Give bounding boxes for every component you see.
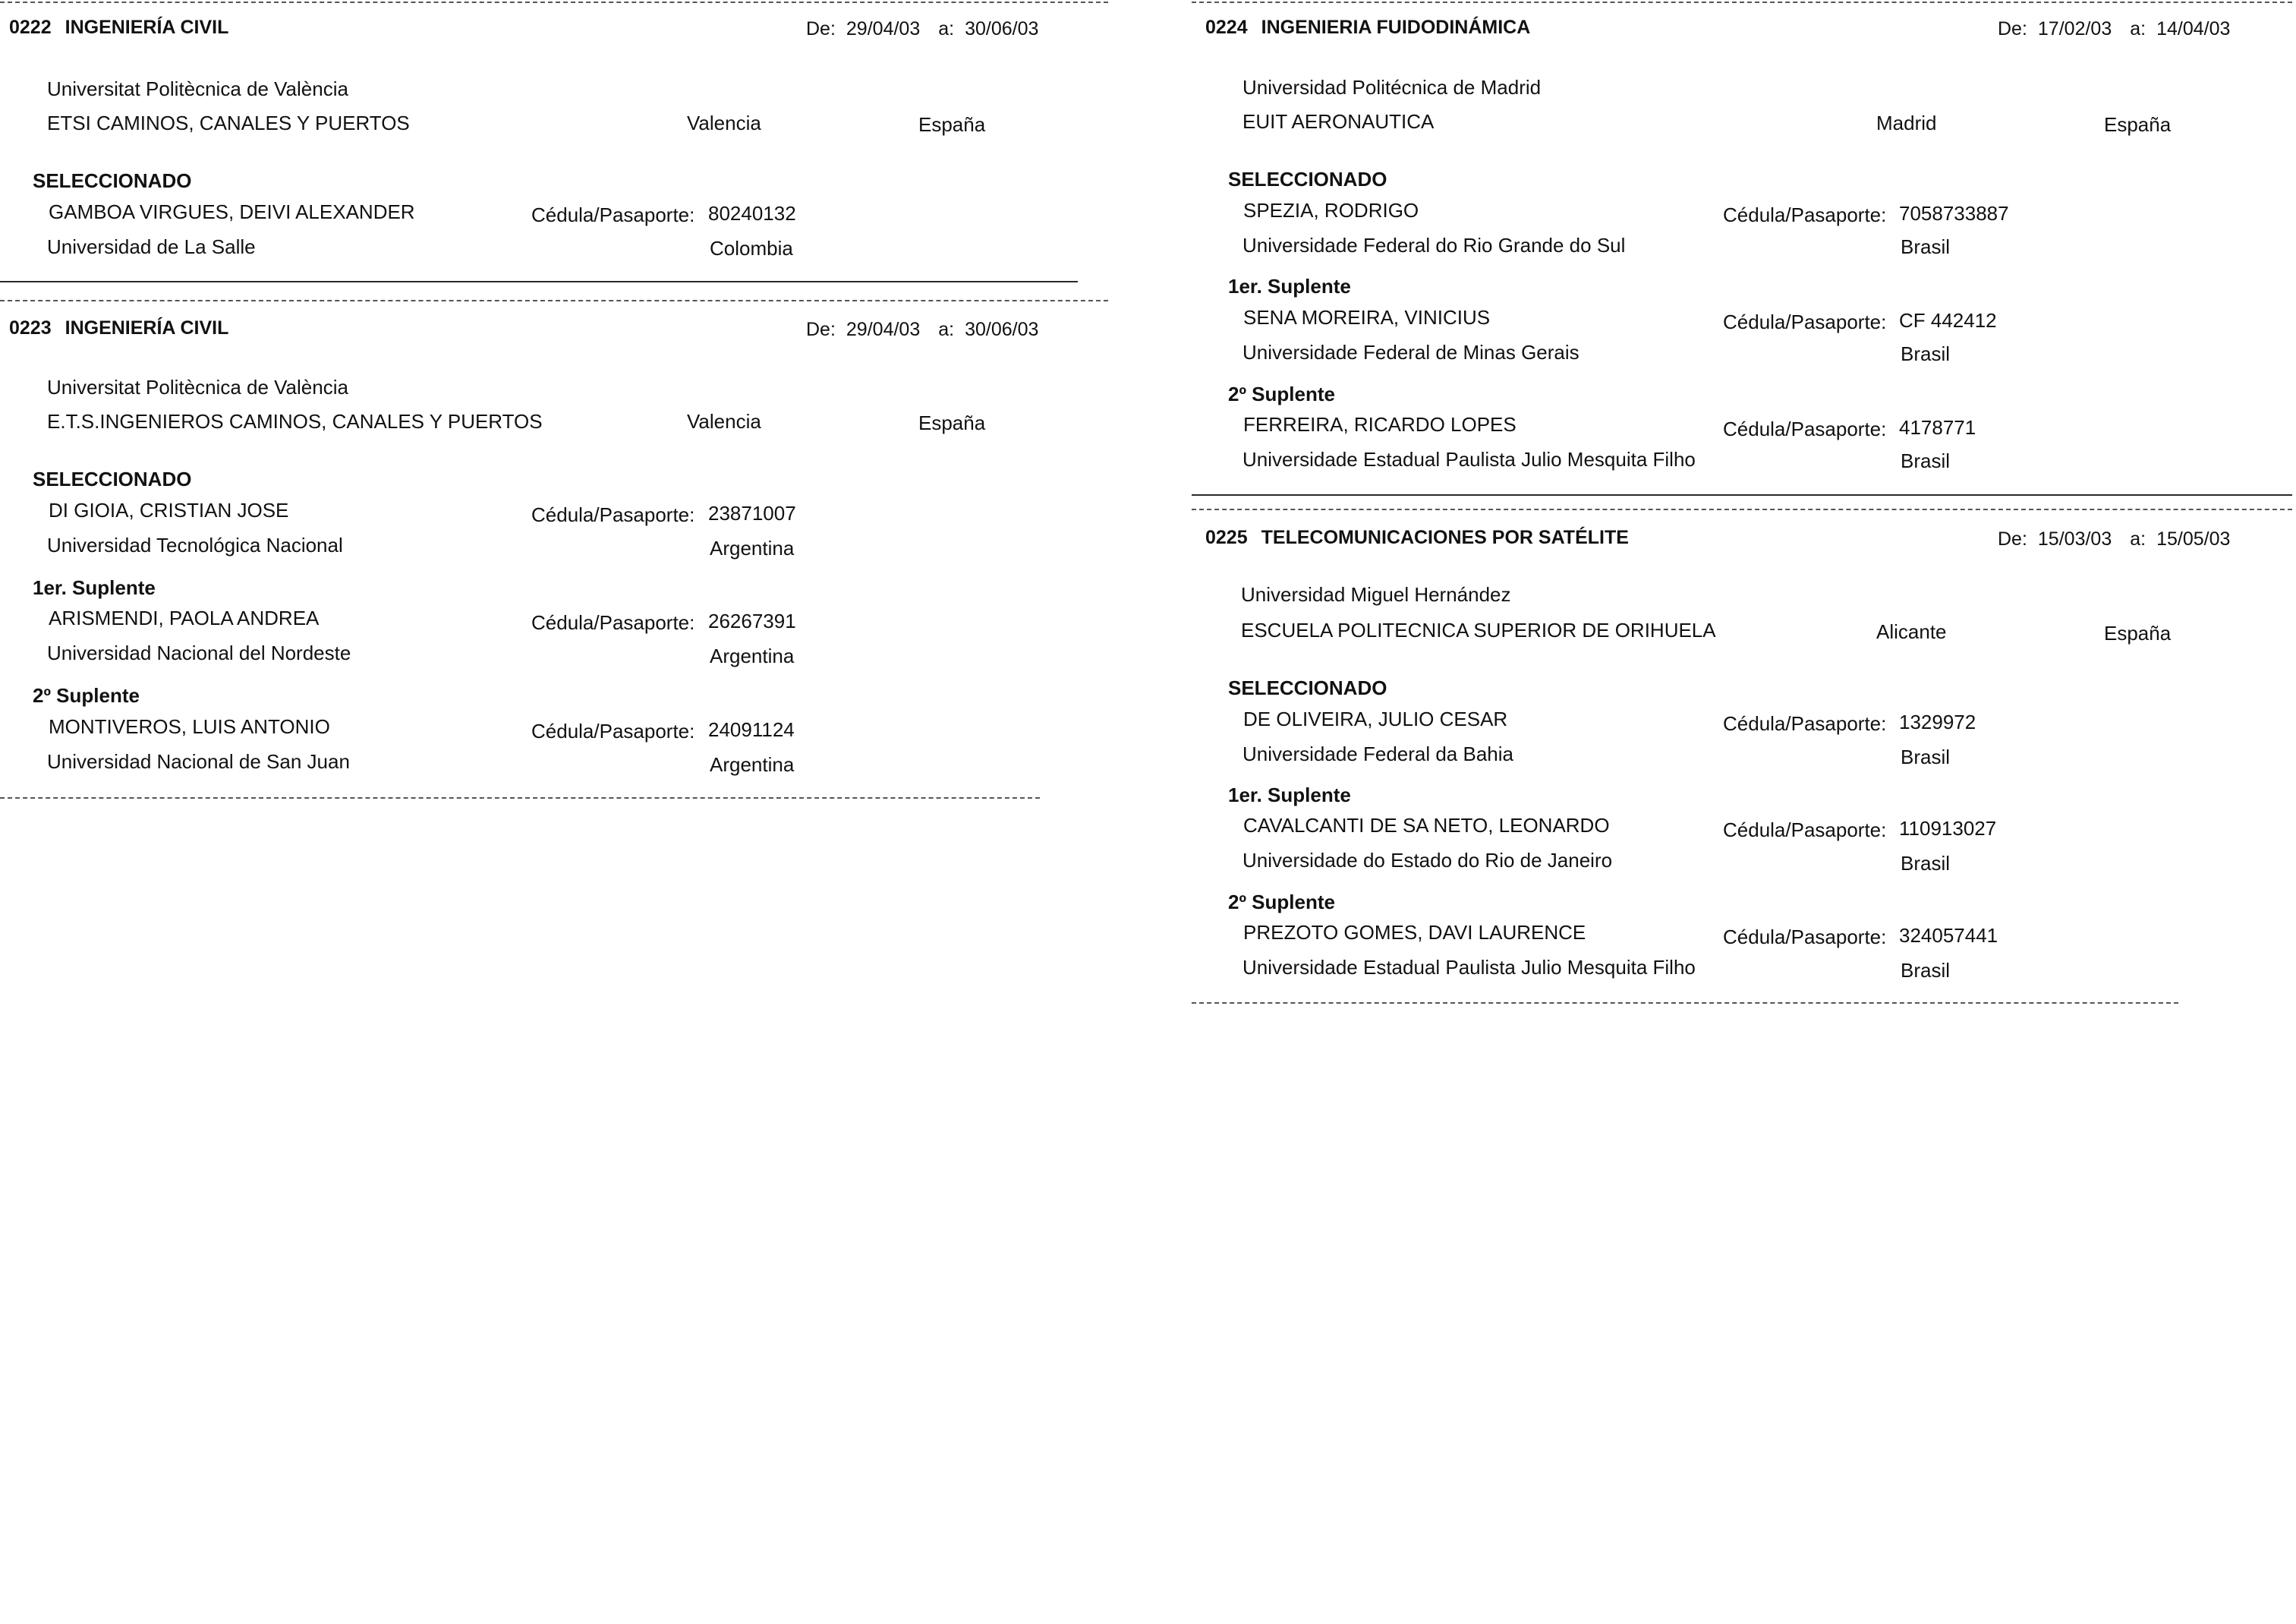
date-to: 14/04/03 — [2156, 18, 2231, 39]
candidate-institution: Universidade Federal da Bahia — [1242, 743, 1513, 765]
program-title: INGENIERÍA CIVIL — [65, 17, 229, 38]
program-header — [9, 17, 228, 39]
program-title: INGENIERÍA CIVIL — [65, 317, 229, 339]
id-label: Cédula/Pasaporte: — [1723, 926, 1887, 948]
bottom-rule — [1192, 1002, 2178, 1004]
host-country: España — [918, 113, 986, 136]
program-dates — [806, 319, 1038, 341]
candidate-institution: Universidade Federal do Rio Grande do Sul — [1242, 234, 1626, 257]
id-label: Cédula/Pasaporte: — [1723, 712, 1887, 735]
host-university: Universitat Politècnica de València — [47, 77, 348, 100]
candidate-name: FERREIRA, RICARDO LOPES — [1243, 413, 1516, 436]
host-school: ETSI CAMINOS, CANALES Y PUERTOS — [47, 112, 410, 134]
candidate-name: SENA MOREIRA, VINICIUS — [1243, 306, 1491, 329]
id-number: 7058733887 — [1899, 202, 2009, 225]
id-label: Cédula/Pasaporte: — [1723, 311, 1887, 333]
id-number: 26267391 — [708, 610, 796, 632]
id-number: 23871007 — [708, 502, 796, 525]
date-to: 15/05/03 — [2156, 528, 2231, 550]
program-header — [9, 317, 228, 339]
candidate-institution: Universidad Tecnológica Nacional — [47, 534, 343, 557]
candidate-role: 1er. Suplente — [1228, 784, 1351, 806]
program-header — [1205, 527, 1629, 549]
id-label: Cédula/Pasaporte: — [1723, 818, 1887, 841]
id-label: Cédula/Pasaporte: — [1723, 418, 1887, 440]
program-block-0222 — [0, 0, 1108, 296]
top-rule — [1192, 509, 2292, 510]
date-to: 30/06/03 — [965, 319, 1039, 340]
bottom-rule — [0, 281, 1078, 282]
candidate-country: Argentina — [710, 753, 795, 776]
host-country: España — [2104, 622, 2172, 645]
host-university: Universidad Politécnica de Madrid — [1242, 76, 1542, 99]
candidate-country: Brasil — [1901, 235, 1951, 258]
program-dates — [1998, 18, 2230, 40]
id-label: Cédula/Pasaporte: — [531, 203, 695, 226]
program-block-0223 — [0, 298, 1108, 815]
date-from-label: De: — [1998, 18, 2027, 39]
program-code: 0223 — [9, 317, 52, 339]
id-label: Cédula/Pasaporte: — [531, 611, 695, 634]
id-label: Cédula/Pasaporte: — [531, 720, 695, 743]
candidate-name: SPEZIA, RODRIGO — [1243, 199, 1419, 222]
bottom-rule — [0, 797, 1040, 799]
date-from: 29/04/03 — [846, 18, 921, 39]
program-title: INGENIERIA FUIDODINÁMICA — [1261, 17, 1531, 38]
candidate-name: CAVALCANTI DE SA NETO, LEONARDO — [1243, 814, 1610, 837]
host-university: Universidad Miguel Hernández — [1241, 583, 1511, 606]
program-dates — [1998, 528, 2230, 550]
id-label: Cédula/Pasaporte: — [1723, 203, 1887, 226]
candidate-institution: Universidade Federal de Minas Gerais — [1242, 341, 1579, 364]
candidate-country: Brasil — [1901, 746, 1951, 768]
id-number: 24091124 — [708, 718, 795, 741]
host-university: Universitat Politècnica de València — [47, 376, 348, 399]
id-number: 80240132 — [708, 202, 796, 225]
date-from: 15/03/03 — [2037, 528, 2112, 550]
program-code: 0225 — [1205, 527, 1248, 548]
candidate-name: DI GIOIA, CRISTIAN JOSE — [49, 499, 289, 522]
host-country: España — [918, 412, 986, 434]
id-number: CF 442412 — [1899, 309, 1997, 332]
program-dates — [806, 18, 1038, 40]
top-rule — [1192, 2, 2292, 3]
id-number: 110913027 — [1899, 817, 1997, 840]
candidate-country: Brasil — [1901, 449, 1951, 472]
candidate-country: Argentina — [710, 645, 795, 667]
program-block-0225 — [1192, 507, 2296, 1016]
candidate-country: Argentina — [710, 537, 795, 560]
date-to-label: a: — [2130, 18, 2146, 39]
host-school: ESCUELA POLITECNICA SUPERIOR DE ORIHUELA — [1241, 619, 1716, 642]
candidate-institution: Universidade Estadual Paulista Julio Mesquita Filho — [1242, 448, 1696, 471]
candidate-institution: Universidade do Estado do Rio de Janeiro — [1242, 849, 1613, 872]
date-to-label: a: — [2130, 528, 2146, 550]
program-block-0224 — [1192, 0, 2296, 505]
top-rule — [0, 2, 1108, 3]
candidate-name: MONTIVEROS, LUIS ANTONIO — [49, 715, 330, 738]
host-city: Alicante — [1876, 620, 1947, 643]
candidate-role: 1er. Suplente — [1228, 275, 1351, 298]
host-school: E.T.S.INGENIEROS CAMINOS, CANALES Y PUERTOS — [47, 410, 543, 433]
program-code: 0224 — [1205, 17, 1248, 38]
candidate-country: Brasil — [1901, 852, 1951, 875]
host-city: Valencia — [687, 112, 761, 134]
candidate-institution: Universidad Nacional de San Juan — [47, 750, 350, 773]
date-from-label: De: — [806, 319, 836, 340]
date-from-label: De: — [1998, 528, 2027, 550]
id-label: Cédula/Pasaporte: — [531, 503, 695, 526]
candidate-institution: Universidad Nacional del Nordeste — [47, 642, 351, 664]
date-to-label: a: — [938, 319, 955, 340]
host-country: España — [2104, 113, 2172, 136]
candidate-country: Colombia — [710, 237, 793, 260]
candidate-role: 1er. Suplente — [33, 576, 156, 599]
host-city: Valencia — [687, 410, 761, 433]
id-number: 324057441 — [1899, 924, 1998, 947]
program-header — [1205, 17, 1530, 39]
candidate-role: 2º Suplente — [33, 684, 140, 707]
candidate-name: DE OLIVEIRA, JULIO CESAR — [1243, 708, 1508, 730]
id-number: 4178771 — [1899, 416, 1976, 439]
date-to: 30/06/03 — [965, 18, 1039, 39]
candidate-name: PREZOTO GOMES, DAVI LAURENCE — [1243, 921, 1586, 944]
host-school: EUIT AERONAUTICA — [1242, 110, 1435, 133]
candidate-role: SELECCIONADO — [1228, 676, 1387, 699]
candidate-role: SELECCIONADO — [1228, 168, 1387, 191]
candidate-role: SELECCIONADO — [33, 468, 192, 490]
candidate-country: Brasil — [1901, 959, 1951, 982]
candidate-institution: Universidad de La Salle — [47, 235, 256, 258]
program-code: 0222 — [9, 17, 52, 38]
host-city: Madrid — [1876, 112, 1937, 134]
candidate-role: SELECCIONADO — [33, 169, 192, 192]
candidate-name: GAMBOA VIRGUES, DEIVI ALEXANDER — [49, 200, 415, 223]
candidate-institution: Universidade Estadual Paulista Julio Mesquita Filho — [1242, 956, 1696, 979]
date-to-label: a: — [938, 18, 955, 39]
candidate-role: 2º Suplente — [1228, 383, 1335, 405]
candidate-country: Brasil — [1901, 342, 1951, 365]
id-number: 1329972 — [1899, 711, 1976, 733]
date-from: 29/04/03 — [846, 319, 921, 340]
bottom-rule — [1192, 494, 2292, 496]
date-from-label: De: — [806, 18, 836, 39]
candidate-role: 2º Suplente — [1228, 891, 1335, 913]
candidate-name: ARISMENDI, PAOLA ANDREA — [49, 607, 320, 629]
program-title: TELECOMUNICACIONES POR SATÉLITE — [1261, 527, 1629, 548]
top-rule — [0, 300, 1108, 301]
date-from: 17/02/03 — [2037, 18, 2112, 39]
